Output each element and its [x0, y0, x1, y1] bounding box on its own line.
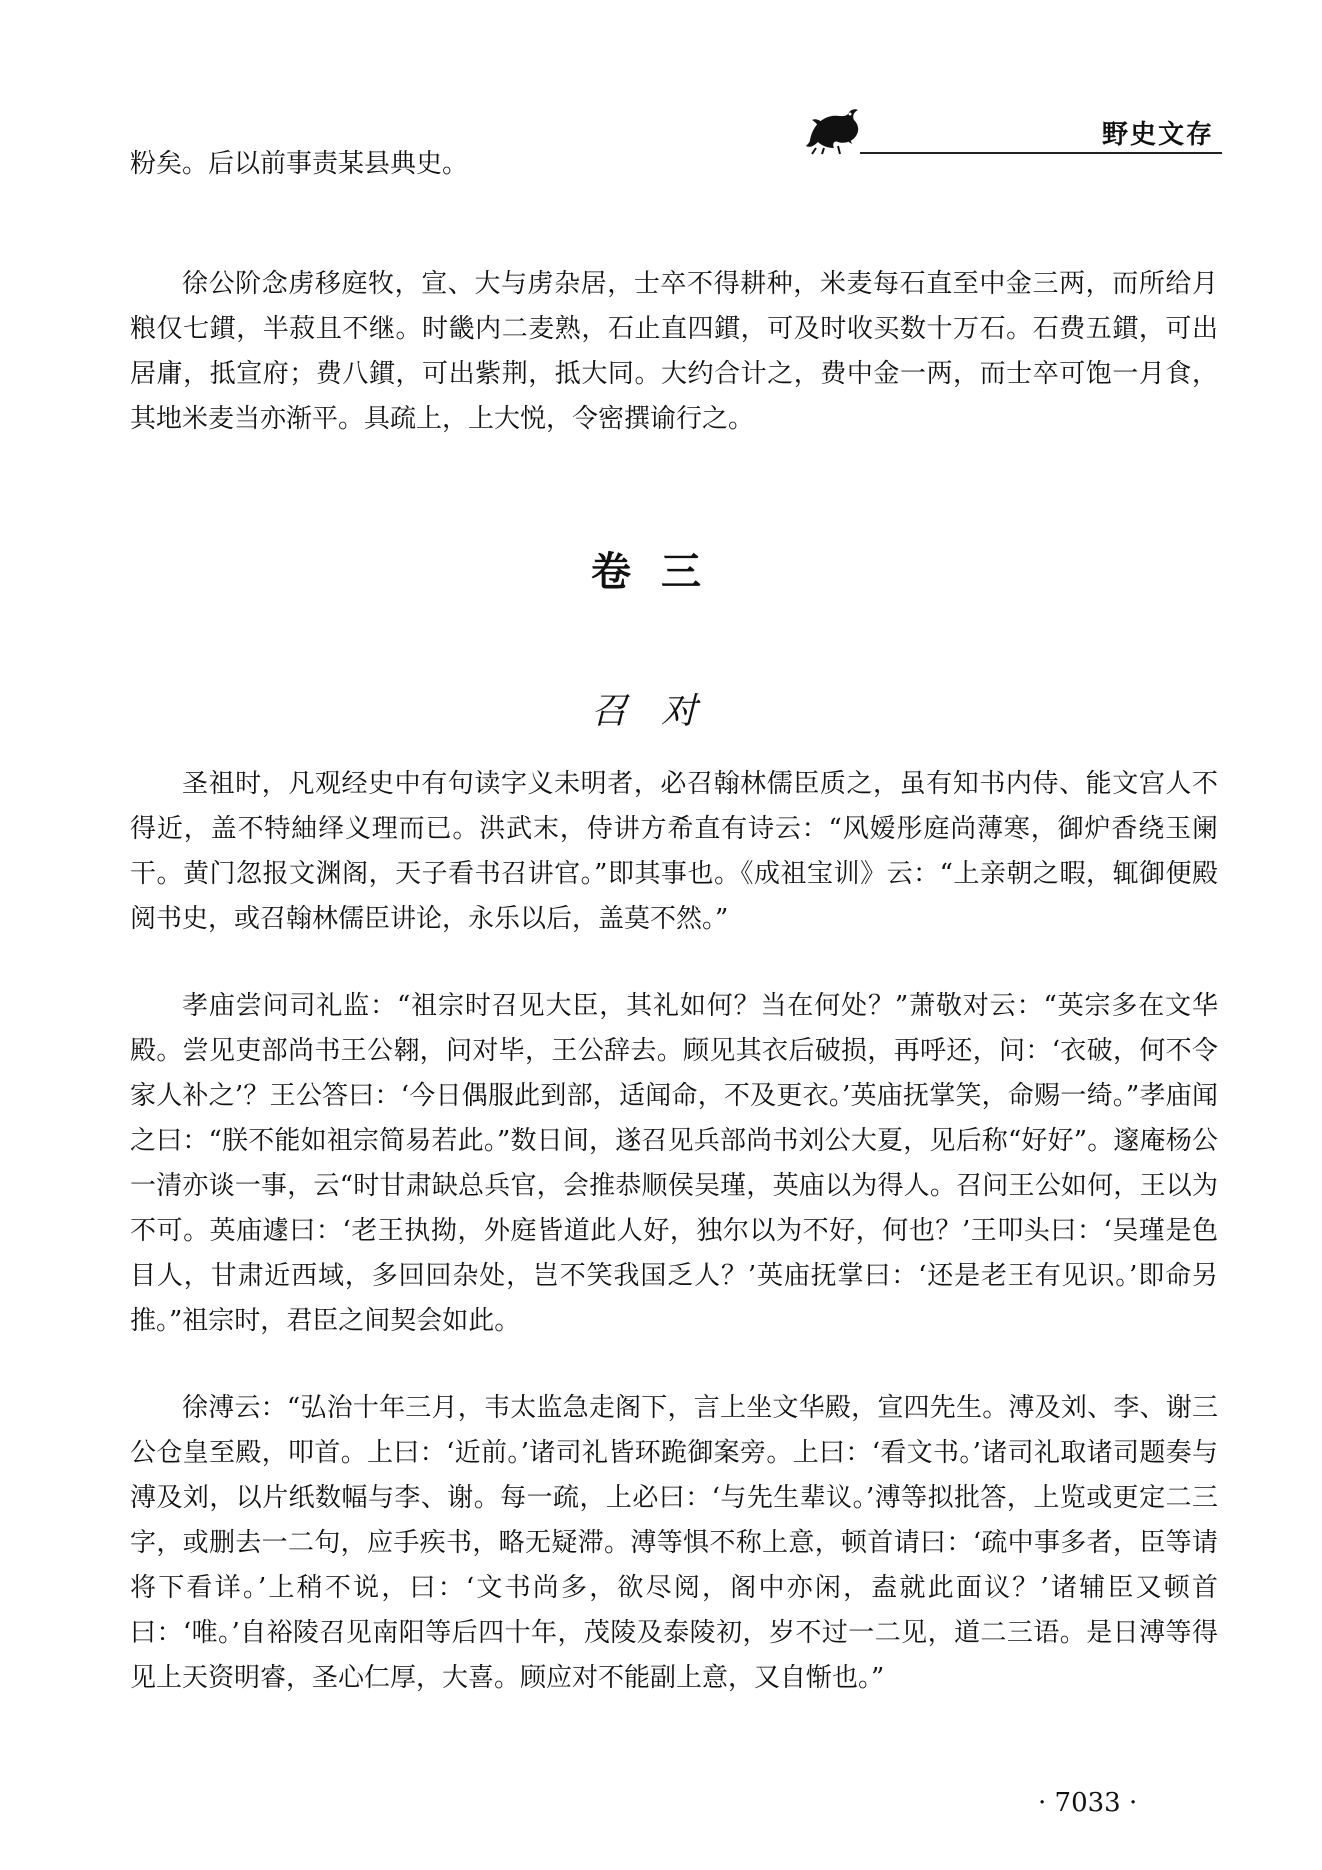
paragraph-gap [130, 942, 1218, 984]
paragraph-continued: 粉矣。后以前事责某县典史。 [130, 149, 469, 179]
page-number: · 7033 · [1038, 1788, 1138, 1818]
paragraph-xiaomiao: 孝庙尝问司礼监：“祖宗时召见大臣，其礼如何？当在何处？”萧敬对云：“英宗多在文华殿。尝见吏部尚书王公翱，问对毕，王公辞去。顾见其衣后破损，再呼还，问：‘衣破，何不令家人补之’？王公答曰：‘今日偶服此到部，适闻命，不及更衣。’英庙抚掌笑，命赐一绮。”孝庙闻之曰：“朕不能如祖宗简易若此。”数日间，遂召见兵部尚书刘公大夏，见后称“好好”。邃庵杨公一清亦谈一事，云“时甘肃缺总兵官，会推恭顺侯吴瑾，英庙以为得人。召问王公如何，王以为不可。英庙遽曰：‘老王执拗，外庭皆道此人好，独尔以为不好，何也？’王叩头曰：‘吴瑾是色目人，甘肃近西域，多回回杂处，岂不笑我国乏人？’英庙抚掌曰：‘还是老王有见识。’即命另推。”祖宗时，君臣之间契会如此。 [130, 991, 1218, 1336]
text-block-top [130, 142, 1218, 187]
text-block-xu-jie [130, 262, 1218, 442]
paragraph-shengzu: 圣祖时，凡观经史中有句读字义未明者，必召翰林儒臣质之，虽有知书内侍、能文宫人不得近，盖不特紬绎义理而已。洪武末，侍讲方希直有诗云：“风嫒彤庭尚薄寒，御炉香绕玉阑干。黄门忽报文渊阁，天子看书召讲官。”即其事也。《成祖宝训》云：“上亲朝之暇，辄御便殿阅书史，或召翰林儒臣讲论，永乐以后，盖莫不然。” [130, 769, 1218, 934]
header-title: 野史文存 [1101, 120, 1214, 150]
section-title: 召对 [590, 691, 731, 732]
paragraph-gap [130, 1344, 1218, 1386]
text-block-section [130, 762, 1218, 1701]
volume-title: 卷三 [591, 549, 731, 595]
paragraph-xu-jie: 徐公阶念虏移庭牧，宣、大与虏杂居，士卒不得耕种，米麦每石直至中金三两，而所给月粮仅七鏆，半菽且不继。时畿内二麦熟，石止直四鏆，可及时收买数十万石。石费五鏆，可出居庸，抵宣府；费八鏆，可出紫荆，抵大同。大约合计之，费中金一两，而士卒可饱一月食，其地米麦当亦渐平。具疏上，上大悦，令密撰谕行之。 [130, 269, 1218, 434]
paragraph-xu-pu: 徐溥云：“弘治十年三月，韦太监急走阁下，言上坐文华殿，宣四先生。溥及刘、李、谢三公仓皇至殿，叩首。上曰：‘近前。’诸司礼皆环跪御案旁。上曰：‘看文书。’诸司礼取诸司题奏与溥及刘，以片纸数幅与李、谢。每一疏，上必曰：‘与先生辈议。’溥等拟批答，上览或更定二三字，或删去一二句，应手疾书，略无疑滞。溥等惧不称上意，顿首请曰：‘疏中事多者，臣等请将下看详。’上稍不说，曰：‘文书尚多，欲尽阅，阁中亦闲，盍就此面议？’诸辅臣又顿首曰：‘唯。’自裕陵召见南阳等后四十年，茂陵及泰陵初，岁不过一二见，道二三语。是日溥等得见上天资明睿，圣心仁厚，大喜。顾应对不能副上意，又自惭也。” [130, 1393, 1218, 1693]
